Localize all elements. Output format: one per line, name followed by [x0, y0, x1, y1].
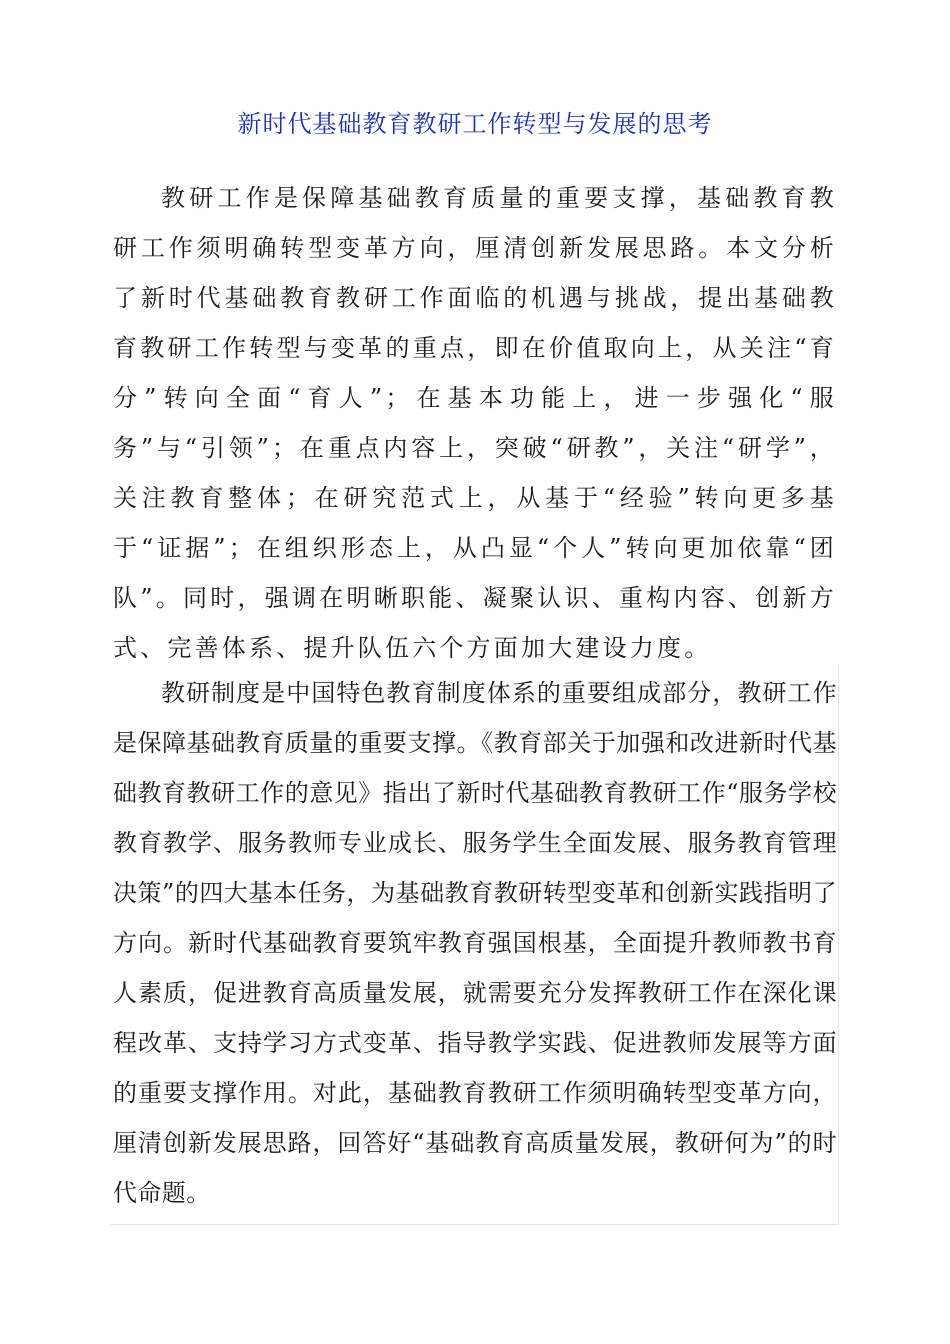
abstract-paragraph: 教研工作是保障基础教育质量的重要支撑，基础教育教研工作须明确转型变革方向，厘清创新发展思路。本文分析了新时代基础教育教研工作面临的机遇与挑战，提出基础教育教研工作转型与变革的重点，即在价值取向上，从关注“育分”转向全面“育人”；在基本功能上，进一步强化“服务”与“引领”；在重点内容上，突破“研教”，关注“研学”，关注教育整体；在研究范式上，从基于“经验”转向更多基于“证据”；在组织形态上，从凸显“个人”转向更加依靠“团队”。同时，强调在明晰职能、凝聚认识、重构内容、创新方式、完善体系、提升队伍六个方面加大建设力度。: [113, 184, 837, 662]
body-paragraph: 教研制度是中国特色教育制度体系的重要组成部分，教研工作是保障基础教育质量的重要支撑。《教育部关于加强和改进新时代基础教育教研工作的意见》指出了新时代基础教育教研工作“服务学校教育教学、服务教师专业成长、服务学生全面发展、服务教育管理决策”的四大基本任务，为基础教育教研转型变革和创新实践指明了方向。新时代基础教育要筑牢教育强国根基，全面提升教师教书育人素质，促进教育高质量发展，就需要充分发挥教研工作在深化课程改革、支持学习方式变革、指导教学实践、促进教师发展等方面的重要支撑作用。对此，基础教育教研工作须明确转型变革方向，厘清创新发展思路，回答好“基础教育高质量发展，教研何为”的时代命题。: [113, 679, 837, 1207]
document-title: 新时代基础教育教研工作转型与发展的思考: [237, 110, 713, 138]
